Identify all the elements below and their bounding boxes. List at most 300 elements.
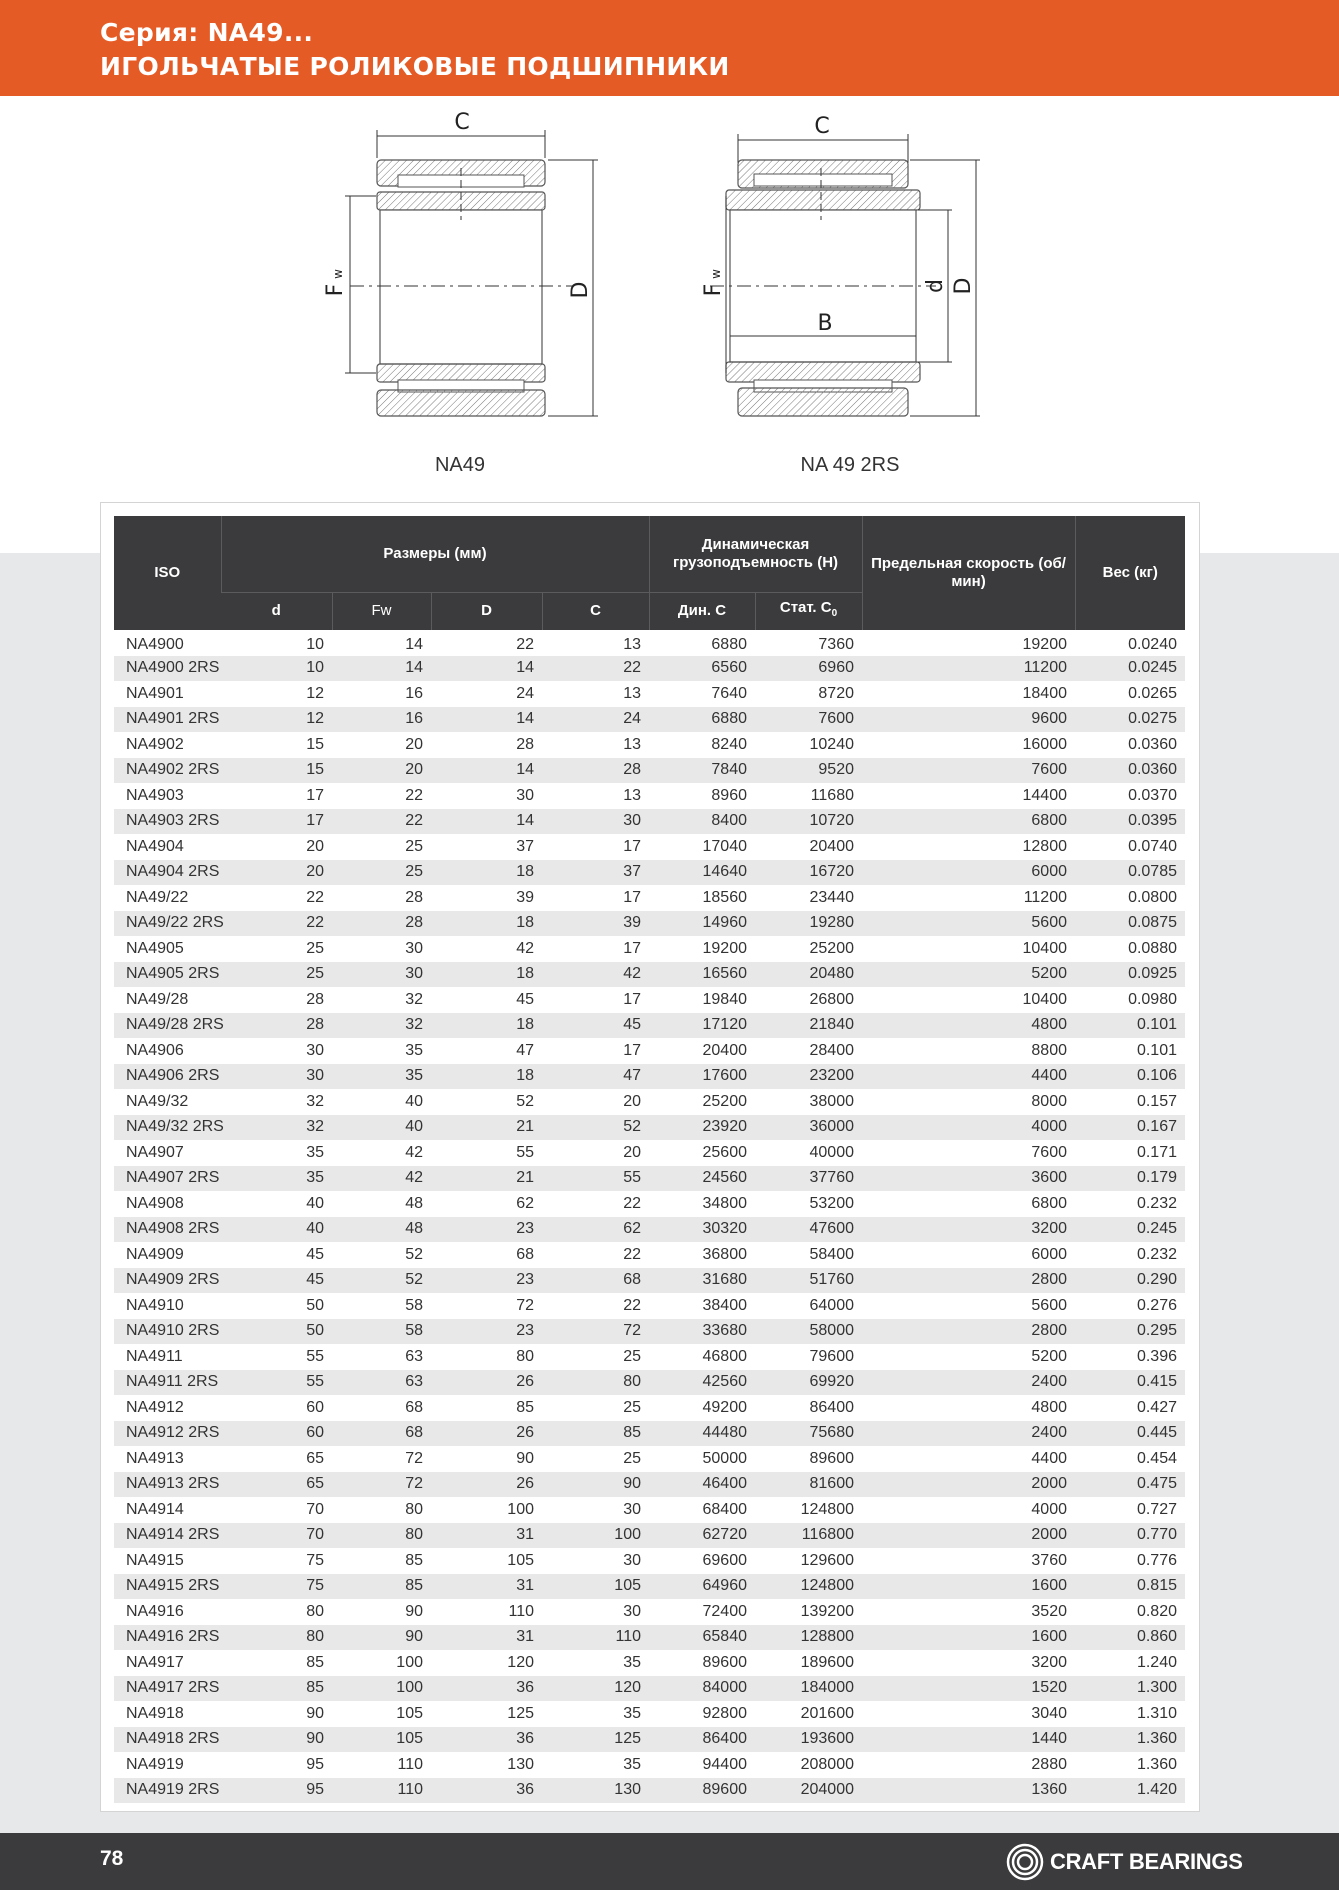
table-cell: 72 [332, 1472, 431, 1498]
table-cell: 40 [405, 1092, 423, 1110]
table-cell: 45 [221, 1268, 332, 1294]
table-cell: NA49/32 2RS [114, 1115, 221, 1141]
table-cell: 16560 [649, 962, 755, 988]
table-cell: 8000 [1031, 1092, 1067, 1110]
table-row [114, 656, 1185, 682]
table-cell: 8400 [649, 809, 755, 835]
table-cell: 69920 [755, 1370, 862, 1396]
table-row [114, 1038, 1185, 1064]
table-cell: 0.290 [1075, 1268, 1185, 1294]
table-cell: 30 [221, 1064, 332, 1090]
label-d-inner: d [923, 279, 948, 293]
table-cell: 22 [405, 786, 423, 804]
label-c-right: C [814, 114, 830, 139]
table-cell: 21 [431, 1115, 542, 1141]
table-cell: 16720 [755, 860, 862, 886]
table-cell: 68 [332, 1421, 431, 1447]
table-row [114, 1242, 1185, 1268]
table-cell: 28 [405, 888, 423, 906]
header-stat-sub: 0 [831, 608, 838, 620]
table-cell: 0.770 [1075, 1523, 1185, 1549]
table-row [114, 1548, 1185, 1574]
table-cell: 58 [332, 1319, 431, 1345]
table-cell: 7360 [818, 635, 854, 653]
table-cell: NA4907 [126, 1143, 184, 1161]
table-cell: 81600 [755, 1472, 862, 1498]
table-row [114, 1574, 1185, 1600]
table-cell: 52 [332, 1268, 431, 1294]
craft-bearings-logo-icon [1006, 1843, 1044, 1881]
table-cell: 89600 [702, 1653, 747, 1671]
table-cell: 55 [221, 1370, 332, 1396]
table-cell: 24560 [649, 1166, 755, 1192]
table-cell: 0.0360 [1128, 735, 1177, 753]
table-cell: 45 [542, 1013, 649, 1039]
table-cell: 17600 [649, 1064, 755, 1090]
table-cell: 13 [623, 635, 641, 653]
table-cell: 2400 [862, 1421, 1075, 1447]
table-cell: 0.0740 [1128, 837, 1177, 855]
table-cell: 0.276 [1136, 1296, 1177, 1314]
table-cell: NA4909 2RS [114, 1268, 221, 1294]
table-cell: 1600 [862, 1574, 1075, 1600]
table-cell: 129600 [800, 1551, 854, 1569]
na49-caption: NA49 [434, 454, 486, 476]
label-d-outer: D [568, 281, 593, 299]
table-cell: 1.240 [1136, 1653, 1177, 1671]
table-cell: 6880 [649, 707, 755, 733]
table-cell: 46400 [649, 1472, 755, 1498]
header-d: d [221, 592, 332, 630]
table-cell: 90 [542, 1472, 649, 1498]
table-cell: 5200 [862, 962, 1075, 988]
table-cell: 68 [542, 1268, 649, 1294]
header-stat [755, 592, 862, 630]
table-cell: 35 [221, 1166, 332, 1192]
table-cell: 35 [306, 1143, 324, 1161]
table-cell: NA4905 2RS [114, 962, 221, 988]
table-cell: 23440 [809, 888, 854, 906]
table-cell: 21840 [755, 1013, 862, 1039]
table-cell: 0.106 [1075, 1064, 1185, 1090]
table-cell: 11200 [1023, 888, 1067, 906]
table-cell: 85 [221, 1676, 332, 1702]
table-row [114, 1064, 1185, 1090]
table-cell: 45 [306, 1245, 324, 1263]
label-fw-right: F [701, 283, 726, 297]
table-cell: 72400 [702, 1602, 747, 1620]
table-cell: 22 [542, 656, 649, 682]
table-cell: 30 [405, 939, 423, 957]
table-cell: 22 [306, 888, 324, 906]
table-cell: 139200 [800, 1602, 854, 1620]
table-cell: 46800 [702, 1347, 747, 1365]
table-cell: 14 [431, 656, 542, 682]
table-cell: 48 [332, 1217, 431, 1243]
table-cell: 0.727 [1136, 1500, 1177, 1518]
table-cell: 10400 [1022, 939, 1067, 957]
table-cell: 17 [623, 990, 641, 1008]
table-cell: 60 [221, 1421, 332, 1447]
table-cell: 18 [431, 911, 542, 937]
table-cell: 58 [405, 1296, 423, 1314]
table-cell: 2800 [862, 1319, 1075, 1345]
table-cell: 14 [332, 656, 431, 682]
table-cell: 17040 [702, 837, 747, 855]
table-cell: 60 [306, 1398, 324, 1416]
table-cell: 39 [542, 911, 649, 937]
table-cell: 105 [396, 1704, 423, 1722]
table-cell: 68 [516, 1245, 534, 1263]
table-cell: 125 [507, 1704, 534, 1722]
table-cell: 0.0360 [1075, 758, 1185, 784]
table-row [114, 1421, 1185, 1447]
table-cell: 120 [507, 1653, 534, 1671]
header-weight: Вес (кг) [1075, 516, 1185, 630]
table-row [114, 1268, 1185, 1294]
table-row [114, 1701, 1185, 1727]
table-cell: 23920 [649, 1115, 755, 1141]
table-cell: 21 [431, 1166, 542, 1192]
table-cell: 22 [623, 1194, 641, 1212]
table-cell: 0.157 [1136, 1092, 1177, 1110]
table-cell: 105 [542, 1574, 649, 1600]
table-cell: 31680 [649, 1268, 755, 1294]
table-cell: 7600 [862, 758, 1075, 784]
series-title: Серия: NA49... [100, 18, 314, 47]
table-cell: 0.0275 [1075, 707, 1185, 733]
table-cell: 6800 [862, 809, 1075, 835]
table-cell: 14640 [649, 860, 755, 886]
table-row [114, 834, 1185, 860]
table-cell: 4400 [1031, 1449, 1067, 1467]
table-cell: 30 [623, 1602, 641, 1620]
table-cell: NA4909 [126, 1245, 184, 1263]
table-cell: 2400 [862, 1370, 1075, 1396]
table-cell: NA4906 2RS [114, 1064, 221, 1090]
table-cell: 124800 [755, 1574, 862, 1600]
table-cell: NA4900 [126, 635, 184, 653]
table-cell: 85 [516, 1398, 534, 1416]
table-cell: NA4902 [126, 735, 184, 753]
table-cell: NA49/22 2RS [114, 911, 221, 937]
table-cell: 2800 [862, 1268, 1075, 1294]
table-cell: 17 [306, 786, 324, 804]
table-cell: 32 [221, 1115, 332, 1141]
table-cell: 7640 [711, 684, 747, 702]
table-cell: 32 [405, 990, 423, 1008]
table-cell: 4400 [862, 1064, 1075, 1090]
table-cell: 86400 [649, 1727, 755, 1753]
table-cell: 42 [516, 939, 534, 957]
specs-table-body [114, 630, 1185, 1803]
table-cell: 16000 [1022, 735, 1067, 753]
table-cell: 100 [396, 1653, 423, 1671]
table-cell: 10400 [1022, 990, 1067, 1008]
table-row [114, 758, 1185, 784]
table-cell: 52 [516, 1092, 534, 1110]
table-cell: 89600 [809, 1449, 854, 1467]
na49-2rs-caption: NA 49 2RS [800, 454, 900, 476]
table-cell: 42 [542, 962, 649, 988]
table-cell: 0.245 [1075, 1217, 1185, 1243]
table-cell: 39 [516, 888, 534, 906]
product-title: ИГОЛЬЧАТЫЕ РОЛИКОВЫЕ ПОДШИПНИКИ [100, 52, 730, 81]
table-cell: 3520 [1031, 1602, 1067, 1620]
table-row [114, 1319, 1185, 1345]
table-cell: 18560 [702, 888, 747, 906]
table-cell: NA4905 [126, 939, 184, 957]
table-cell: NA4914 [126, 1500, 184, 1518]
table-row [114, 936, 1185, 962]
table-cell: 25 [332, 860, 431, 886]
table-cell: NA4918 [126, 1704, 184, 1722]
table-cell: 20 [623, 1143, 641, 1161]
table-cell: 0.0925 [1075, 962, 1185, 988]
table-cell: 1.420 [1075, 1778, 1185, 1804]
table-cell: 0.171 [1136, 1143, 1177, 1161]
label-b: B [817, 311, 833, 336]
table-cell: 0.0370 [1128, 786, 1177, 804]
label-fw-sub: w [331, 269, 345, 279]
table-cell: 22 [332, 809, 431, 835]
table-cell: 90 [332, 1625, 431, 1651]
table-row [114, 1599, 1185, 1625]
page-footer [0, 1833, 1339, 1890]
table-cell: 1.360 [1075, 1727, 1185, 1753]
table-cell: 80 [221, 1625, 332, 1651]
table-cell: 130 [507, 1755, 534, 1773]
table-cell: 65 [221, 1472, 332, 1498]
table-cell: 14 [405, 635, 423, 653]
table-cell: 12800 [1022, 837, 1067, 855]
table-cell: NA4907 2RS [114, 1166, 221, 1192]
table-cell: 40 [306, 1194, 324, 1212]
table-cell: NA4904 2RS [114, 860, 221, 886]
table-cell: 18400 [1022, 684, 1067, 702]
table-cell: 1440 [862, 1727, 1075, 1753]
table-cell: 14400 [1022, 786, 1067, 804]
table-cell: 85 [306, 1653, 324, 1671]
table-cell: 0.295 [1075, 1319, 1185, 1345]
table-cell: 17120 [649, 1013, 755, 1039]
table-cell: 1.360 [1136, 1755, 1177, 1773]
table-cell: 0.0875 [1075, 911, 1185, 937]
table-cell: 11200 [862, 656, 1075, 682]
table-cell: 30 [542, 809, 649, 835]
table-cell: NA4916 [126, 1602, 184, 1620]
table-cell: 37760 [755, 1166, 862, 1192]
table-cell: 72 [516, 1296, 534, 1314]
table-cell: 30 [516, 786, 534, 804]
table-cell: 0.0980 [1128, 990, 1177, 1008]
table-cell: 32 [306, 1092, 324, 1110]
table-cell: 5600 [862, 911, 1075, 937]
table-cell: 7600 [755, 707, 862, 733]
table-cell: 55 [516, 1143, 534, 1161]
table-cell: 22 [623, 1245, 641, 1263]
table-cell: 69600 [702, 1551, 747, 1569]
table-cell: 58400 [809, 1245, 854, 1263]
table-cell: NA4900 2RS [114, 656, 221, 682]
table-cell: 47 [516, 1041, 534, 1059]
table-cell: 92800 [702, 1704, 747, 1722]
table-cell: 5200 [1031, 1347, 1067, 1365]
table-cell: 48 [405, 1194, 423, 1212]
table-cell: 36000 [755, 1115, 862, 1141]
table-cell: NA4906 [126, 1041, 184, 1059]
table-cell: 14960 [649, 911, 755, 937]
table-cell: 28 [516, 735, 534, 753]
page-number: 78 [100, 1847, 124, 1870]
table-cell: NA4918 2RS [114, 1727, 221, 1753]
table-row [114, 1523, 1185, 1549]
table-row [114, 1727, 1185, 1753]
table-cell: 125 [542, 1727, 649, 1753]
table-cell: 14 [431, 707, 542, 733]
table-cell: 90 [306, 1704, 324, 1722]
table-cell: 3760 [1031, 1551, 1067, 1569]
header-iso: ISO [114, 516, 221, 630]
header-speed: Предельная скорость (об/мин) [862, 516, 1075, 630]
table-cell: 17 [623, 939, 641, 957]
table-cell: 20 [332, 758, 431, 784]
table-cell: NA4903 [126, 786, 184, 804]
table-cell: 62720 [649, 1523, 755, 1549]
table-cell: 34800 [702, 1194, 747, 1212]
table-cell: 7600 [1031, 1143, 1067, 1161]
table-cell: 80 [332, 1523, 431, 1549]
table-cell: 25 [623, 1398, 641, 1416]
table-cell: 35 [623, 1704, 641, 1722]
label-d-outer-right: D [951, 277, 976, 295]
table-cell: 3200 [1031, 1653, 1067, 1671]
table-cell: 16 [332, 707, 431, 733]
table-row [114, 1446, 1185, 1472]
table-cell: 130 [542, 1778, 649, 1804]
table-cell: 22 [516, 635, 534, 653]
table-cell: 8800 [1031, 1041, 1067, 1059]
table-cell: NA4908 [126, 1194, 184, 1212]
table-cell: 17 [623, 837, 641, 855]
table-cell: 52 [542, 1115, 649, 1141]
table-row [114, 1089, 1185, 1115]
table-cell: 6000 [862, 860, 1075, 886]
table-cell: 45 [516, 990, 534, 1008]
table-cell: 65840 [649, 1625, 755, 1651]
table-cell: 12 [306, 684, 324, 702]
table-cell: 11680 [810, 786, 854, 804]
table-cell: 25 [306, 939, 324, 957]
table-cell: 40000 [809, 1143, 854, 1161]
table-cell: 85 [542, 1421, 649, 1447]
table-cell: 208000 [800, 1755, 854, 1773]
table-cell: 1520 [862, 1676, 1075, 1702]
table-cell: 13 [623, 684, 641, 702]
table-cell: 35 [332, 1064, 431, 1090]
table-cell: 6000 [1031, 1245, 1067, 1263]
table-cell: 72 [405, 1449, 423, 1467]
table-cell: 201600 [800, 1704, 854, 1722]
table-cell: NA4902 2RS [114, 758, 221, 784]
table-cell: 6560 [649, 656, 755, 682]
table-cell: 19200 [1022, 635, 1067, 653]
table-cell: 23200 [755, 1064, 862, 1090]
table-cell: 105 [507, 1551, 534, 1569]
table-cell: 23 [431, 1217, 542, 1243]
na49-drawing [310, 108, 610, 418]
table-cell: 2880 [1031, 1755, 1067, 1773]
table-cell: NA4916 2RS [114, 1625, 221, 1651]
table-cell: 75680 [755, 1421, 862, 1447]
table-cell: 105 [332, 1727, 431, 1753]
table-cell: 100 [542, 1523, 649, 1549]
table-cell: 85 [332, 1574, 431, 1600]
table-cell: 26 [431, 1421, 542, 1447]
table-cell: 0.0880 [1128, 939, 1177, 957]
table-cell: 193600 [755, 1727, 862, 1753]
table-cell: 13 [623, 735, 641, 753]
table-cell: 95 [221, 1778, 332, 1804]
table-cell: NA4901 2RS [114, 707, 221, 733]
header-d-outer: D [431, 592, 542, 630]
table-cell: 189600 [800, 1653, 854, 1671]
table-cell: 5600 [1031, 1296, 1067, 1314]
table-cell: 0.0245 [1075, 656, 1185, 682]
table-cell: 80 [542, 1370, 649, 1396]
table-cell: 16 [405, 684, 423, 702]
table-cell: 17 [221, 809, 332, 835]
table-cell: 0.167 [1075, 1115, 1185, 1141]
table-cell: 2000 [862, 1523, 1075, 1549]
table-cell: 0.0395 [1075, 809, 1185, 835]
table-cell: NA49/28 2RS [114, 1013, 221, 1039]
table-cell: 72 [542, 1319, 649, 1345]
table-cell: 40 [332, 1115, 431, 1141]
table-cell: 10240 [809, 735, 854, 753]
table-cell: 32 [332, 1013, 431, 1039]
table-cell: 23 [431, 1319, 542, 1345]
table-cell: 2000 [862, 1472, 1075, 1498]
table-cell: 7840 [649, 758, 755, 784]
table-cell: NA4904 [126, 837, 184, 855]
table-cell: 0.232 [1136, 1194, 1177, 1212]
table-cell: 0.179 [1075, 1166, 1185, 1192]
table-cell: 79600 [809, 1347, 854, 1365]
table-cell: NA4917 [126, 1653, 184, 1671]
table-cell: 184000 [755, 1676, 862, 1702]
table-row [114, 783, 1185, 809]
label-fw: F [323, 283, 348, 297]
table-row [114, 1191, 1185, 1217]
table-row [114, 707, 1185, 733]
table-cell: 9520 [755, 758, 862, 784]
header-load: Динамическая грузоподъемность (Н) [649, 516, 862, 592]
table-cell: 30 [306, 1041, 324, 1059]
table-cell: NA49/32 [126, 1092, 189, 1110]
table-cell: 20400 [809, 837, 854, 855]
table-cell: 24 [542, 707, 649, 733]
table-cell: 40 [221, 1217, 332, 1243]
table-cell: 63 [405, 1347, 423, 1365]
table-row [114, 1166, 1185, 1192]
table-cell: 0.445 [1075, 1421, 1185, 1447]
table-cell: 20480 [755, 962, 862, 988]
table-cell: 36 [431, 1676, 542, 1702]
table-row [114, 1395, 1185, 1421]
table-cell: NA4910 [126, 1296, 184, 1314]
table-cell: 0.454 [1136, 1449, 1177, 1467]
